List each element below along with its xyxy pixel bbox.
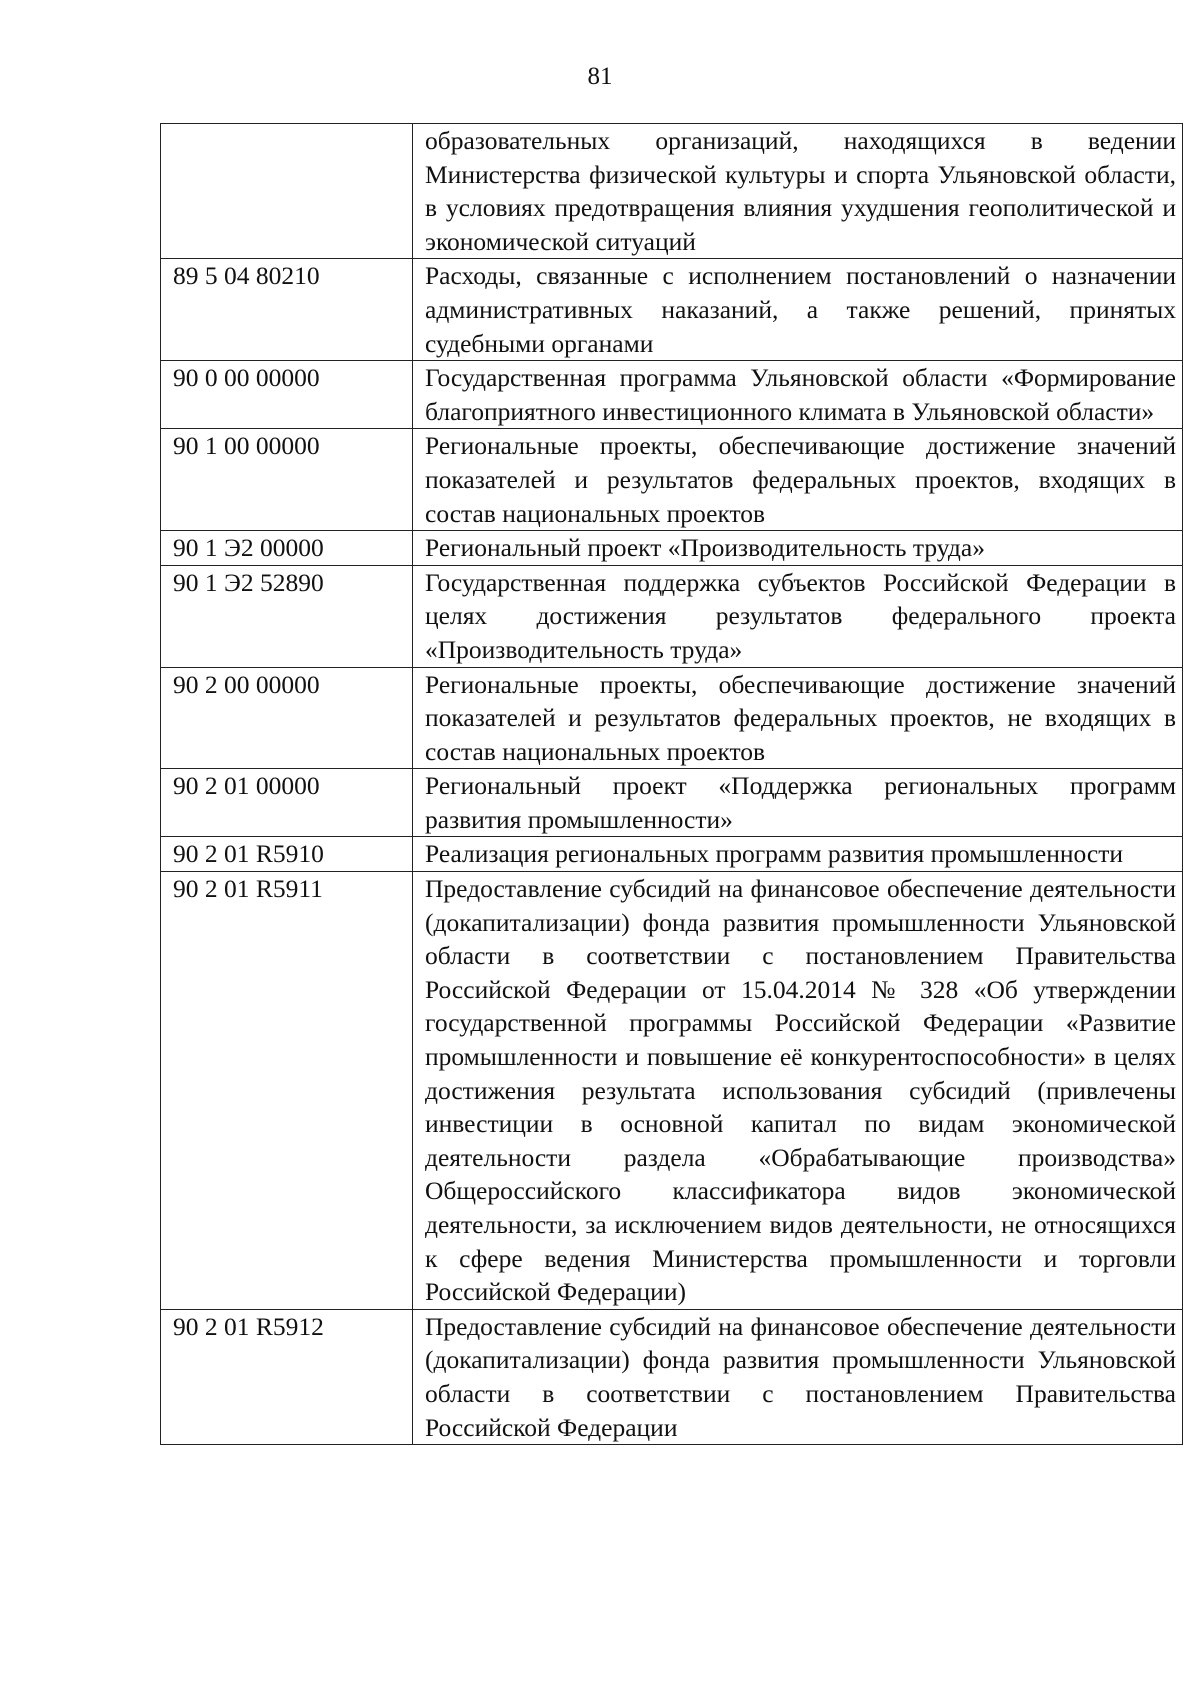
table-row xyxy=(161,872,1183,1310)
row-description: Предоставление субсидий на финансовое обеспечение деятельности (докапитализации) фонда развития промышленности Ульяновской области в соответствии с постановлением Правительства Российской Федерации xyxy=(413,1309,1183,1444)
row-code: 90 0 00 00000 xyxy=(161,361,413,429)
table-row xyxy=(161,837,1183,872)
row-description: Расходы, связанные с исполнением постановлений о назначении административных наказаний, а также решений, принятых судебными органами xyxy=(413,259,1183,361)
row-description: Предоставление субсидий на финансовое обеспечение деятельности (докапитализации) фонда развития промышленности Ульяновской области в соответствии с постановлением Правительства Российской Федерации от 15.04.2014 № 328 «Об утверждении государственной программы Российской Федерации «Развитие промышленности и повышение её конкурентоспособности» в целях достижения результата использования субсидий (привлечены инвестиции в основной капитал по видам экономической деятельности раздела «Обрабатывающие производства» Общероссийского классификатора видов экономической деятельности, за исключением видов деятельности, не относящихся к сфере ведения Министерства промышленности и торговли Российской Федерации) xyxy=(413,872,1183,1310)
row-code: 90 1 Э2 52890 xyxy=(161,565,413,667)
table-row xyxy=(161,124,1183,259)
row-code: 90 1 Э2 00000 xyxy=(161,531,413,566)
budget-classification-table xyxy=(160,123,1183,1445)
table-row xyxy=(161,565,1183,667)
row-description: Реализация региональных программ развития промышленности xyxy=(413,837,1183,872)
table-row xyxy=(161,429,1183,531)
row-code: 90 2 01 R5910 xyxy=(161,837,413,872)
row-code xyxy=(161,124,413,259)
row-code: 90 2 01 00000 xyxy=(161,769,413,837)
row-code: 90 1 00 00000 xyxy=(161,429,413,531)
table-row xyxy=(161,667,1183,769)
table-row xyxy=(161,531,1183,566)
row-description: Региональные проекты, обеспечивающие достижение значений показателей и результатов федеральных проектов, входящих в состав национальных проектов xyxy=(413,429,1183,531)
row-description: образовательных организаций, находящихся в ведении Министерства физической культуры и спорта Ульяновской области, в условиях предотвращения влияния ухудшения геополитической и экономической ситуаций xyxy=(413,124,1183,259)
row-description: Государственная программа Ульяновской области «Формирование благоприятного инвестиционного климата в Ульяновской области» xyxy=(413,361,1183,429)
table-row xyxy=(161,361,1183,429)
row-code: 90 2 00 00000 xyxy=(161,667,413,769)
row-code: 90 2 01 R5912 xyxy=(161,1309,413,1444)
row-description: Региональный проект «Производительность труда» xyxy=(413,531,1183,566)
table-row xyxy=(161,259,1183,361)
page-number: 81 xyxy=(587,63,613,90)
table-row xyxy=(161,1309,1183,1444)
row-description: Региональные проекты, обеспечивающие достижение значений показателей и результатов федеральных проектов, не входящих в состав национальных проектов xyxy=(413,667,1183,769)
row-description: Государственная поддержка субъектов Российской Федерации в целях достижения результатов федерального проекта «Производительность труда» xyxy=(413,565,1183,667)
table-body xyxy=(161,124,1183,1445)
row-code: 90 2 01 R5911 xyxy=(161,872,413,1310)
row-description: Региональный проект «Поддержка региональных программ развития промышленности» xyxy=(413,769,1183,837)
row-code: 89 5 04 80210 xyxy=(161,259,413,361)
table-row xyxy=(161,769,1183,837)
